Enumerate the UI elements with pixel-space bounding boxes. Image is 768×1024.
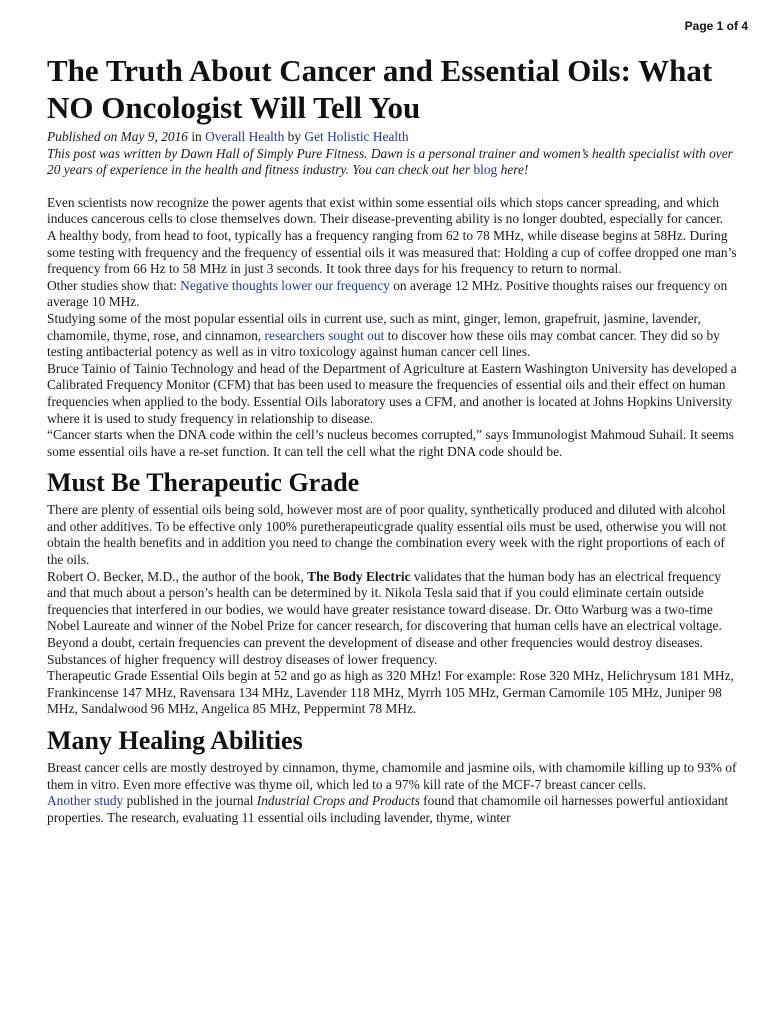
blog-link[interactable]: blog bbox=[473, 162, 498, 178]
paragraph: Beyond a doubt, certain frequencies can prevent the development of disease and other frequencies would destroy diseases. Substances of higher frequency will destroy diseases of lower frequency. bbox=[47, 635, 703, 667]
section-heading-therapeutic: Must Be Therapeutic Grade bbox=[47, 468, 360, 498]
paragraph: There are plenty of essential oils being sold, however most are of poor quality, synthetically produced and diluted with alcohol and other additives. To be effective only 100% puretherapeuticgrade quality essential oils must be used, otherwise you will not obtain the health benefits and in addition you need to change the combination every week with the right proportions of each of the oils. bbox=[47, 502, 727, 568]
in-text: in bbox=[187, 129, 206, 144]
paragraph: A healthy body, from head to foot, typically has a frequency ranging from 62 to 78 MHz, while disease begins at 58Hz. During some testing with frequency and the frequency of essential oils it was measured that: Holding a cup of coffee dropped one man’s frequency from 66 Hz to 58 MHz in just 3 seconds. It took three days for his frequency to return to normal. bbox=[47, 227, 737, 277]
byline bbox=[47, 146, 742, 179]
book-title: The Body Electric bbox=[307, 568, 411, 584]
source-link[interactable]: Get Holistic Health bbox=[304, 129, 409, 144]
journal-title: Industrial Crops and Products bbox=[256, 793, 420, 809]
category-link[interactable]: Overall Health bbox=[205, 129, 285, 144]
paragraph: “Cancer starts when the DNA code within the cell’s nucleus becomes corrupted,” says Immunologist Mahmoud Suhail. It seems some essential oils have a re-set function. It can tell the cell what the right DNA code should be. bbox=[47, 427, 734, 459]
published-date: May 9, 2016 bbox=[120, 129, 188, 144]
section-healing-body bbox=[47, 760, 742, 826]
another-study-link[interactable]: Another study bbox=[47, 793, 124, 809]
paragraph: Bruce Tainio of Tainio Technology and head of the Department of Agriculture at Eastern Washington University has developed a Calibrated Frequency Monitor (CFM) that has been used to measure the frequencies of essential oils and their effect on human frequencies when applied to the body. Essential Oils laboratory uses a CFM, and another is located at Johns Hopkins University where it is used to study frequency in relationship to disease. bbox=[47, 360, 737, 426]
paragraph-text: found that chamomile oil harnesses powerful antioxidant properties. The research, evaluating 11 essential oils including lavender, thyme, winter bbox=[47, 793, 729, 825]
byline-end: here! bbox=[497, 162, 529, 178]
paragraph bbox=[47, 569, 742, 635]
paragraph: Therapeutic Grade Essential Oils begin at 52 and go as high as 320 MHz! For example: Rose 320 MHz, Helichrysum 181 MHz, Frankincense 147 MHz, Ravensara 134 MHz, Lavender 118 MHz, Myrrh 105 MHz, German Camomile 105 MHz, Juniper 98 MHz, Sandalwood 96 MHz, Angelica 85 MHz, Peppermint 78 MHz. bbox=[47, 668, 734, 717]
researchers-link[interactable]: researchers sought out bbox=[264, 327, 385, 343]
paragraph: Even scientists now recognize the power agents that exist within some essential oils which stops cancer spreading, and which induces cancerous cells to close themselves down. Their disease-preventing ability is no longer doubted, especially for cancer. bbox=[47, 194, 724, 227]
paragraph: Breast cancer cells are mostly destroyed by cinnamon, thyme, chamomile and jasmine oils, with chamomile killing up to 93% of them in vitro. Even more effective was thyme oil, which led to a 97% kill rate of the MCF-7 breast cancer cells. bbox=[47, 760, 737, 792]
byline-text: This post was written by Dawn Hall of Simply Pure Fitness. Dawn is a personal trainer and women’s health specialist with over 20 years of experience in the health and fitness industry. You can check out her bbox=[47, 145, 733, 178]
paragraph-text: on average 12 MHz. Positive thoughts raises our frequency on average 10 MHz. bbox=[47, 277, 728, 310]
published-prefix: Published on bbox=[47, 129, 121, 144]
paragraph-text: published in the journal bbox=[123, 793, 257, 809]
paragraph bbox=[47, 311, 742, 361]
by-text: by bbox=[284, 129, 305, 144]
spacer bbox=[47, 179, 742, 195]
paragraph bbox=[47, 278, 742, 311]
paragraph-text: validates that the human body has an electrical frequency and that much about a person’s health can be determined by it. Nikola Tesla said that if you could eliminate certain outside frequencies that interfered in our bodies, we would have greater resistance toward disease. Dr. Otto Warburg was a two-time Nobel Laureate and winner of the Nobel Prize for cancer research, for discovering that human cells have an electrical voltage. bbox=[47, 568, 722, 634]
page-number: Page 1 of 4 bbox=[684, 19, 748, 33]
negative-thoughts-link[interactable]: Negative thoughts lower our frequency bbox=[180, 277, 390, 293]
article-body bbox=[47, 195, 742, 461]
published-line bbox=[47, 129, 742, 146]
article-meta bbox=[47, 129, 742, 179]
paragraph-text: Studying some of the most popular essential oils in current use, such as mint, ginger, lemon, grapefruit, jasmine, lavender, chamomile, thyme, rose, and cinnamon, bbox=[47, 310, 701, 343]
paragraph-text: Other studies show that: bbox=[47, 277, 181, 293]
paragraph-text: Robert O. Becker, M.D., the author of the book, bbox=[47, 568, 308, 584]
paragraph-text: to discover how these oils may combat cancer. They did so by testing antibacterial potency as well as in vitro toxicology against human cancer cell lines. bbox=[47, 327, 720, 360]
article-title: The Truth About Cancer and Essential Oils: What NO Oncologist Will Tell You bbox=[47, 53, 713, 125]
paragraph bbox=[47, 793, 742, 826]
section-heading-healing: Many Healing Abilities bbox=[47, 726, 303, 755]
section-therapeutic-body bbox=[47, 502, 742, 718]
